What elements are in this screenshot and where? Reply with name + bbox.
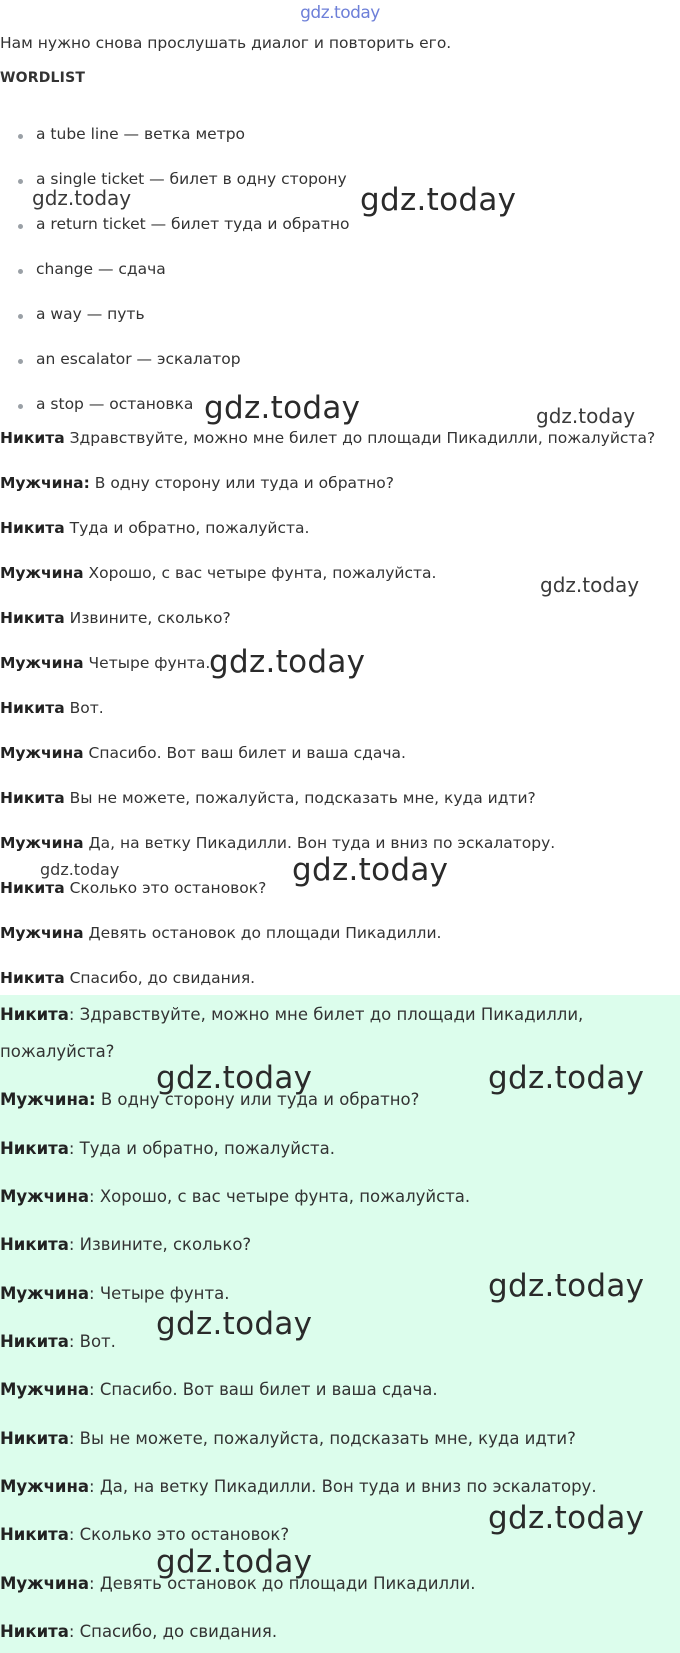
speaker-name: Никита (0, 969, 65, 987)
speaker-name: Мужчина (0, 924, 84, 942)
answer-line (0, 1139, 335, 1158)
wordlist-title: WORDLIST (0, 70, 86, 86)
dialog-line (0, 789, 536, 807)
dialog-text: Девять остановок до площади Пикадилли. (83, 924, 442, 942)
dialog-text: Здравствуйте, можно мне билет до площади Пикадилли, пожалуйста? (64, 429, 656, 447)
wordlist-item: an escalator — эскалатор (36, 350, 241, 368)
speaker-name: Никита (0, 1235, 69, 1254)
answer-line (0, 1332, 116, 1351)
dialog-line (0, 519, 309, 537)
watermark: gdz.today (292, 852, 449, 888)
dialog-line (0, 924, 441, 942)
dialog-text: В одну сторону или туда и обратно? (89, 474, 394, 492)
dialog-line (0, 474, 394, 492)
answer-line (0, 1380, 438, 1399)
answer-text: : Сколько это остановок? (68, 1525, 290, 1544)
dialog-line (0, 609, 231, 627)
speaker-name: Мужчина (0, 1477, 90, 1496)
dialog-text: Хорошо, с вас четыре фунта, пожалуйста. (83, 564, 437, 582)
wordlist-item: a tube line — ветка метро (36, 125, 246, 143)
answer-text: : Четыре фунта. (89, 1284, 230, 1303)
watermark: gdz.today (488, 1268, 645, 1304)
answer-text: : Да, на ветку Пикадилли. Вон туда и вниз по эскалатору. (89, 1477, 597, 1496)
answer-text: : Спасибо. Вот ваш билет и ваша сдача. (89, 1380, 438, 1399)
watermark: gdz.today (156, 1544, 313, 1580)
answer-text: : Здравствуйте, можно мне билет до площади Пикадилли, (68, 1005, 584, 1024)
dialog-text: Вот. (64, 699, 104, 717)
watermark: gdz.today (540, 573, 640, 597)
speaker-name: Мужчина (0, 1187, 90, 1206)
dialog-line (0, 429, 655, 447)
answer-line (0, 1005, 583, 1024)
speaker-name: Мужчина (0, 1380, 90, 1399)
dialog-text: Извините, сколько? (64, 609, 231, 627)
dialog-text: Спасибо, до свидания. (64, 969, 256, 987)
watermark: gdz.today (40, 860, 120, 879)
speaker-name: Никита (0, 1429, 69, 1448)
dialog-text: Туда и обратно, пожалуйста. (64, 519, 310, 537)
watermark: gdz.today (32, 186, 132, 210)
wordlist-item: change — сдача (36, 260, 166, 278)
answer-line (0, 1622, 277, 1641)
watermark: gdz.today (156, 1306, 313, 1342)
watermark: gdz.today (488, 1500, 645, 1536)
dialog-text: Спасибо. Вот ваш билет и ваша сдача. (83, 744, 406, 762)
speaker-name: Никита (0, 609, 65, 627)
dialog-text: Вы не можете, пожалуйста, подсказать мне, куда идти? (64, 789, 536, 807)
answer-line (0, 1525, 289, 1544)
answer-text: В одну сторону или туда и обратно? (95, 1090, 420, 1109)
answer-text: : Извините, сколько? (68, 1235, 252, 1254)
dialog-text: Сколько это остановок? (64, 879, 267, 897)
answer-line (0, 1187, 470, 1206)
wordlist-item: a single ticket — билет в одну сторону (36, 170, 347, 188)
speaker-name: Никита (0, 429, 65, 447)
answer-text: : Туда и обратно, пожалуйста. (68, 1139, 335, 1158)
speaker-name: Никита (0, 879, 65, 897)
dialog-text: Да, на ветку Пикадилли. Вон туда и вниз по эскалатору. (83, 834, 556, 852)
answer-line-continued: пожалуйста? (0, 1042, 115, 1061)
speaker-name: Никита (0, 519, 65, 537)
answer-text: : Спасибо, до свидания. (68, 1622, 278, 1641)
dialog-line (0, 654, 210, 672)
speaker-name: Мужчина (0, 1284, 90, 1303)
wordlist-item: a way — путь (36, 305, 145, 323)
speaker-name: Никита (0, 1005, 69, 1024)
wordlist-item: a return ticket — билет туда и обратно (36, 215, 350, 233)
speaker-name: Никита (0, 699, 65, 717)
dialog-line (0, 834, 555, 852)
speaker-name: Никита (0, 1622, 69, 1641)
speaker-name: Никита (0, 1332, 69, 1351)
speaker-name: Мужчина (0, 834, 84, 852)
speaker-name: Никита (0, 1139, 69, 1158)
speaker-name: Мужчина (0, 1574, 90, 1593)
site-logo[interactable]: gdz.today (300, 3, 380, 23)
answer-line (0, 1477, 597, 1496)
intro-text: Нам нужно снова прослушать диалог и повторить его. (0, 34, 452, 52)
answer-text: : Вы не можете, пожалуйста, подсказать мне, куда идти? (68, 1429, 576, 1448)
speaker-name: Мужчина: (0, 1090, 96, 1109)
answer-line (0, 1429, 576, 1448)
speaker-name: Мужчина (0, 564, 84, 582)
dialog-line (0, 879, 266, 897)
watermark: gdz.today (360, 182, 517, 218)
dialog-line (0, 564, 436, 582)
answer-text: : Вот. (68, 1332, 116, 1351)
watermark: gdz.today (488, 1060, 645, 1096)
dialog-line (0, 699, 104, 717)
answer-line (0, 1284, 229, 1303)
dialog-line (0, 744, 406, 762)
speaker-name: Мужчина (0, 744, 84, 762)
answer-line (0, 1235, 251, 1254)
speaker-name: Никита (0, 789, 65, 807)
answer-text: : Хорошо, с вас четыре фунта, пожалуйста. (89, 1187, 471, 1206)
answer-text: : Девять остановок до площади Пикадилли. (89, 1574, 476, 1593)
watermark: gdz.today (209, 644, 366, 680)
speaker-name: Никита (0, 1525, 69, 1544)
speaker-name: Мужчина (0, 654, 84, 672)
wordlist-item: a stop — остановка (36, 395, 194, 413)
dialog-line (0, 969, 255, 987)
dialog-text: Четыре фунта. (83, 654, 211, 672)
watermark: gdz.today (204, 390, 361, 426)
watermark: gdz.today (156, 1060, 313, 1096)
watermark: gdz.today (536, 404, 636, 428)
speaker-name: Мужчина: (0, 474, 90, 492)
